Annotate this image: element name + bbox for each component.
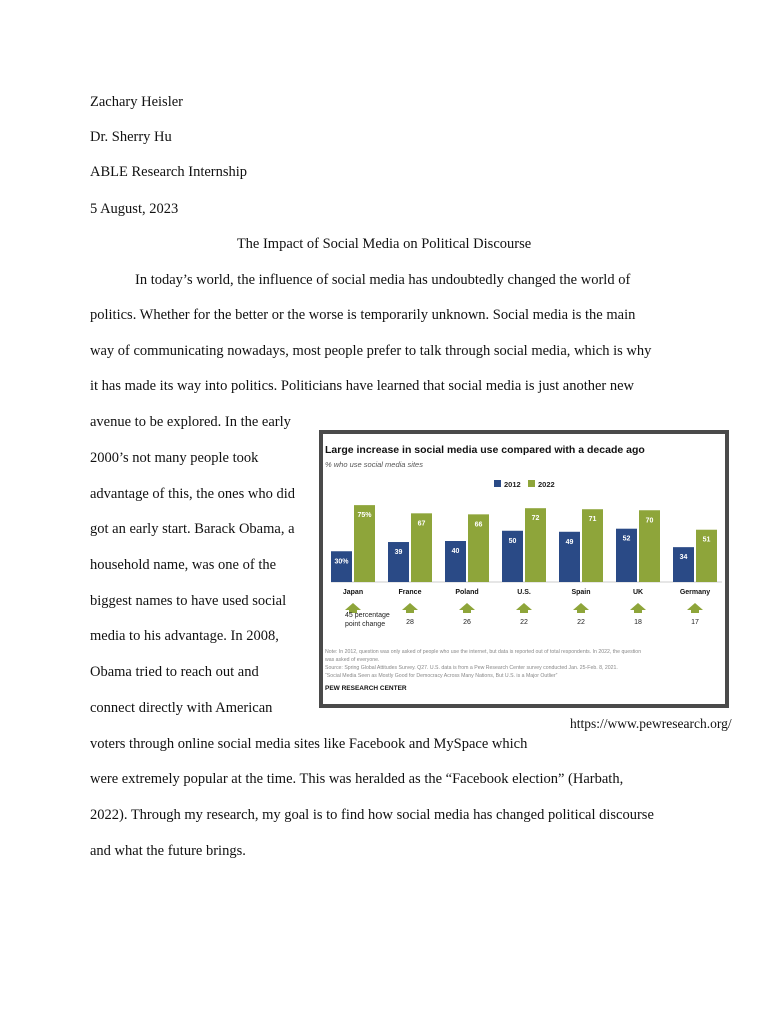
change-arrow-icon: [630, 603, 646, 613]
change-note-line: 45 percentage: [345, 612, 390, 619]
figure-caption: https://www.pewresearch.org/: [570, 716, 732, 731]
bar-2012: [331, 551, 352, 582]
change-arrow-icon: [402, 603, 418, 613]
legend-label-2022: 2022: [538, 480, 555, 489]
category-label: Spain: [571, 589, 591, 596]
chart-source: “Social Media Seen as Mostly Good for Democracy Across Many Nations, But U.S. is a Major Outlier”: [325, 673, 558, 679]
body-line: household name, was one of the: [90, 557, 277, 573]
body-line: biggest names to have used social: [90, 593, 287, 609]
bar-value-label: 39: [394, 549, 403, 557]
bar-value-label: 34: [679, 554, 688, 562]
instructor-name: Dr. Sherry Hu: [90, 129, 172, 145]
change-value: 28: [406, 619, 414, 626]
body-line: got an early start. Barack Obama, a: [90, 521, 295, 537]
legend-swatch-2012: [494, 480, 501, 487]
chart-legend: [494, 480, 555, 489]
change-value: 22: [577, 619, 585, 626]
course-name: ABLE Research Internship: [90, 164, 248, 180]
body-line: Obama tried to reach out and: [90, 664, 259, 680]
bar-value-label: 71: [588, 516, 597, 524]
body-line: 2022). Through my research, my goal is to find how social media has changed political discourse: [90, 807, 654, 823]
legend-swatch-2022: [528, 480, 535, 487]
change-value: 18: [634, 619, 642, 626]
chart-source: Source: Spring Global Attitudes Survey. Q27. U.S. data is from a Pew Research Center survey conducted Jan. 25-Feb. 8, 2021.: [325, 665, 618, 671]
bar-value-label: 49: [565, 538, 574, 546]
paper-date: 5 August, 2023: [90, 201, 179, 217]
category-label: UK: [632, 589, 644, 596]
bar-value-label: 51: [702, 536, 711, 544]
bar-chart: [323, 434, 725, 704]
bar-2012: [388, 542, 409, 582]
chart-figure: [319, 430, 729, 708]
bar-value-label: 70: [645, 517, 654, 525]
change-value: 22: [520, 619, 528, 626]
body-line: In today’s world, the influence of social media has undoubtedly changed the world of: [135, 272, 631, 288]
body-line: advantage of this, the ones who did: [90, 486, 295, 502]
change-arrow-icon: [516, 603, 532, 613]
body-line: politics. Whether for the better or the worse is temporarily unknown. Social media is the main: [90, 307, 636, 323]
category-label: Japan: [342, 589, 364, 596]
change-value: 26: [463, 619, 471, 626]
chart-subtitle: % who use social media sites: [325, 460, 423, 469]
category-label: U.S.: [517, 589, 531, 596]
paper-title: The Impact of Social Media on Political Discourse: [236, 236, 532, 252]
chart-note: was asked of everyone.: [325, 657, 380, 663]
bar-value-label: 67: [417, 520, 426, 528]
bar-value-label: 30%: [334, 558, 349, 566]
bar-value-label: 66: [474, 521, 483, 529]
bar-value-label: 72: [531, 515, 540, 523]
body-line: media to his advantage. In 2008,: [90, 628, 279, 644]
change-arrow-icon: [459, 603, 475, 613]
body-line: avenue to be explored. In the early: [90, 414, 291, 430]
bar-value-label: 40: [451, 548, 460, 555]
change-arrow-icon: [687, 603, 703, 613]
category-label: France: [398, 589, 422, 596]
body-line: 2000’s not many people took: [90, 450, 259, 466]
body-line: connect directly with American: [90, 700, 273, 716]
chart-title: Large increase in social media use compared with a decade ago: [325, 444, 645, 456]
bar-value-label: 75%: [357, 512, 372, 520]
pew-research-center-logo: PEW RESEARCH CENTER: [325, 685, 407, 692]
body-line: it has made its way into politics. Politicians have learned that social media is just another new: [90, 378, 635, 394]
legend-label-2012: 2012: [504, 480, 521, 489]
author-name: Zachary Heisler: [90, 94, 183, 110]
bar-2012: [673, 547, 694, 582]
body-line: were extremely popular at the time. This was heralded as the “Facebook election” (Harbath,: [90, 771, 624, 787]
body-line: voters through online social media sites like Facebook and MySpace which: [90, 736, 528, 752]
body-line: way of communicating nowadays, most people prefer to talk through social media, which is why: [90, 343, 652, 359]
chart-note: Note: In 2012, question was only asked of people who use the internet, but data is reported out of total respondents. In 2022, the question: [325, 649, 642, 655]
bar-value-label: 50: [508, 537, 517, 545]
category-label: Poland: [455, 589, 479, 596]
change-arrow-icon: [573, 603, 589, 613]
category-label: Germany: [679, 589, 711, 596]
change-value: 17: [691, 619, 699, 626]
change-note-line: point change: [345, 621, 386, 628]
bar-value-label: 52: [622, 535, 631, 543]
body-line: and what the future brings.: [90, 843, 246, 859]
